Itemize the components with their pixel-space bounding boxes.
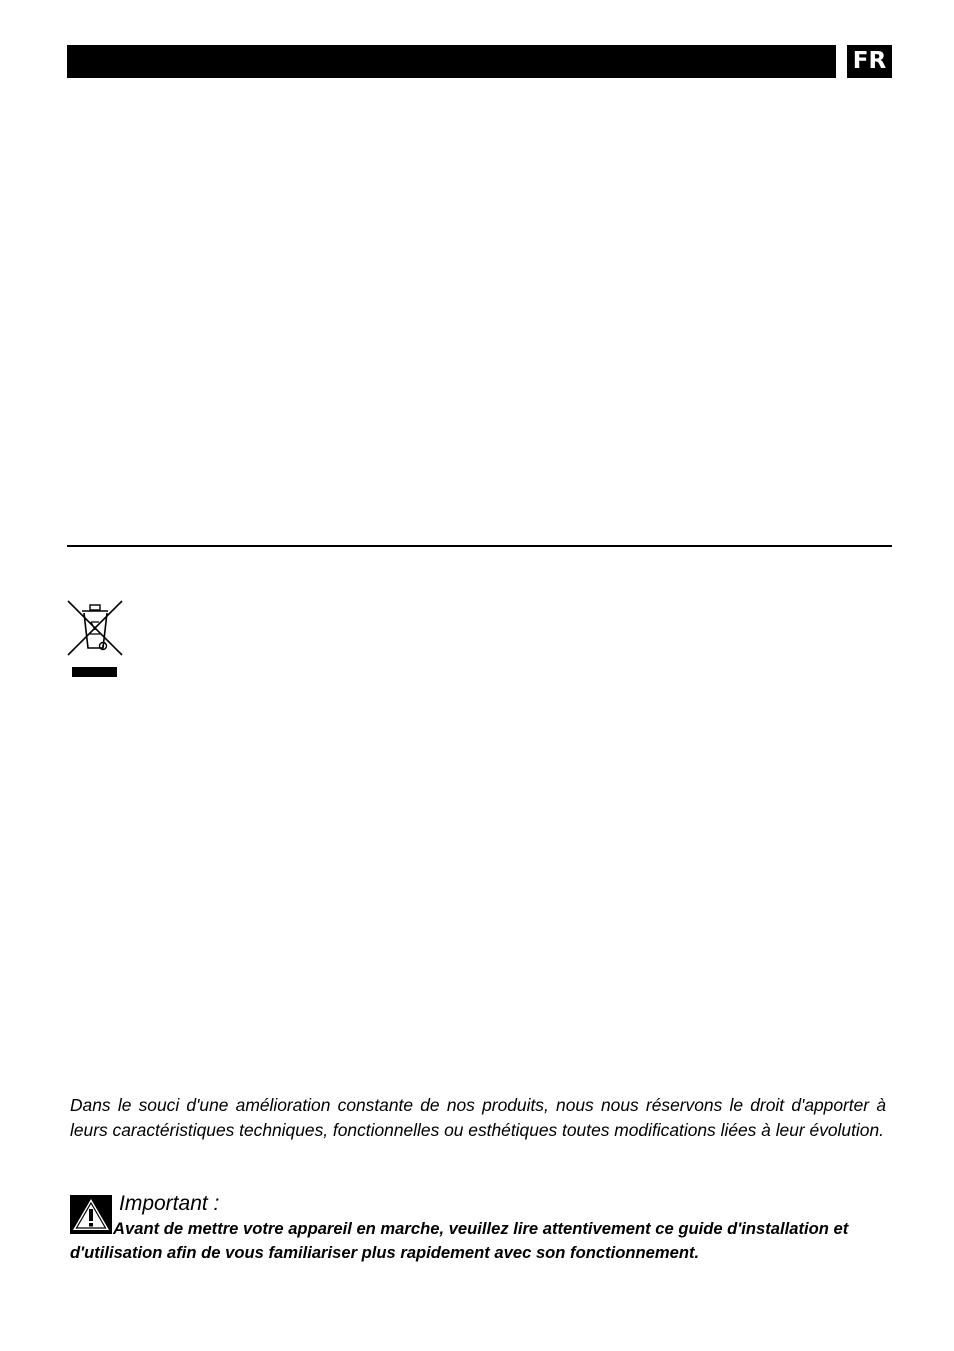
important-text: Avant de mettre votre appareil en marche, veuillez lire attentivement ce guide d'installation et d'utilisation afin de vous familiariser plus rapidement avec son fonctionnement. <box>70 1219 849 1262</box>
important-title: Important : <box>119 1192 220 1215</box>
language-badge: FR <box>847 45 892 78</box>
section-divider <box>67 545 892 547</box>
disclaimer-text: Dans le souci d'une amélioration constante de nos produits, nous nous réservons le droit d'apporter à leurs caractéristiques techniques, fonctionnelles ou esthétiques toutes modifications liées à leur évolution. <box>70 1095 886 1140</box>
header-bar <box>67 45 836 78</box>
weee-bin-icon <box>66 598 124 680</box>
